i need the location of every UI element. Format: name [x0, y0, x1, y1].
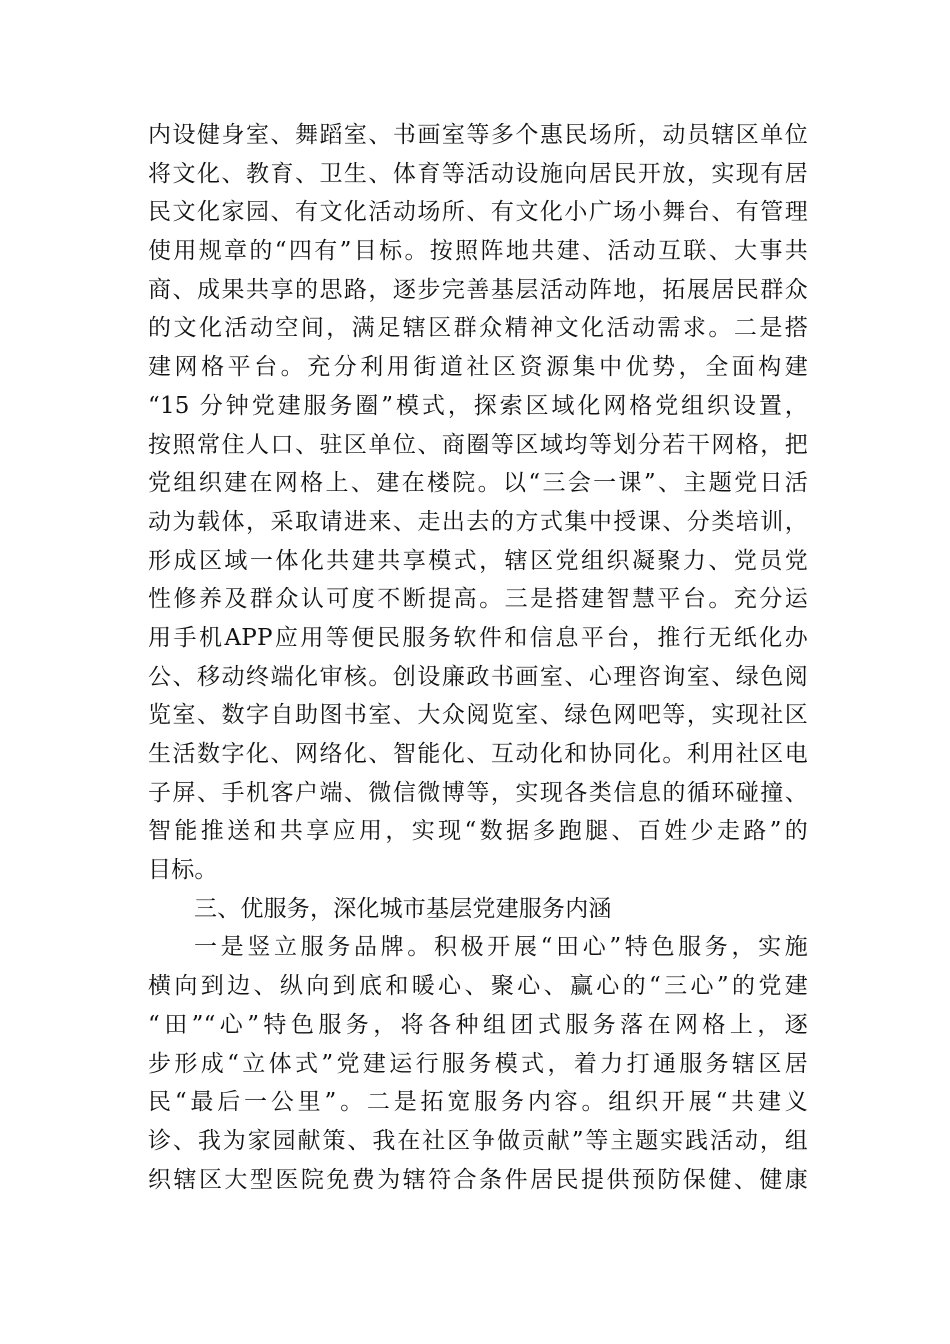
body-line: 览室、数字自助图书室、大众阅览室、绿色网吧等，实现社区 — [148, 702, 808, 729]
body-line: 织辖区大型医院免费为辖符合条件居民提供预防保健、健康 — [148, 1166, 808, 1193]
document-body — [148, 116, 808, 1199]
body-line: 使用规章的“四有”目标。按照阵地共建、活动互联、大事共 — [148, 238, 808, 265]
paragraph-first-line: 一是竖立服务品牌。积极开展“田心”特色服务，实施 — [194, 934, 808, 961]
body-line: 智能推送和共享应用，实现“数据多跑腿、百姓少走路”的 — [148, 818, 808, 845]
body-line: 用手机APP应用等便民服务软件和信息平台，推行无纸化办 — [148, 624, 808, 651]
body-line: 诊、我为家园献策、我在社区争做贡献”等主题实践活动，组 — [148, 1127, 808, 1154]
body-line: 生活数字化、网络化、智能化、互动化和协同化。利用社区电 — [148, 741, 808, 767]
body-line: 性修养及群众认可度不断提高。三是搭建智慧平台。充分运 — [148, 586, 808, 613]
body-line: 子屏、手机客户端、微信微博等，实现各类信息的循环碰撞、 — [148, 779, 808, 806]
body-line: 形成区域一体化共建共享模式，辖区党组织凝聚力、党员党 — [148, 547, 808, 574]
body-line: 商、成果共享的思路，逐步完善基层活动阵地，拓展居民群众 — [148, 276, 808, 303]
body-line: 动为载体，采取请进来、走出去的方式集中授课、分类培训， — [148, 508, 808, 535]
body-line: “田”“心”特色服务，将各种组团式服务落在网格上，逐 — [148, 1011, 808, 1038]
body-line: 民文化家园、有文化活动场所、有文化小广场小舞台、有管理 — [148, 199, 808, 226]
body-line: 将文化、教育、卫生、体育等活动设施向居民开放，实现有居 — [148, 160, 808, 187]
body-line: 内设健身室、舞蹈室、书画室等多个惠民场所，动员辖区单位 — [148, 122, 808, 148]
body-line: 步形成“立体式”党建运行服务模式，着力打通服务辖区居 — [148, 1050, 808, 1077]
body-line: 民“最后一公里”。二是拓宽服务内容。组织开展“共建义 — [148, 1089, 808, 1116]
section-heading: 三、优服务，深化城市基层党建服务内涵 — [194, 895, 612, 922]
body-line: 横向到边、纵向到底和暖心、聚心、赢心的“三心”的党建 — [148, 973, 808, 1000]
body-line: “15 分钟党建服务圈”模式，探索区域化网格党组织设置， — [148, 392, 808, 419]
body-line: 党组织建在网格上、建在楼院。以“三会一课”、主题党日活 — [148, 470, 808, 497]
body-line: 的文化活动空间，满足辖区群众精神文化活动需求。二是搭 — [148, 315, 808, 342]
body-line: 建网格平台。充分利用街道社区资源集中优势，全面构建 — [148, 354, 808, 381]
paragraph-end-line: 目标。 — [148, 857, 218, 884]
body-line: 按照常住人口、驻区单位、商圈等区域均等划分若干网格，把 — [148, 431, 808, 458]
body-line: 公、移动终端化审核。创设廉政书画室、心理咨询室、绿色阅 — [148, 663, 808, 690]
